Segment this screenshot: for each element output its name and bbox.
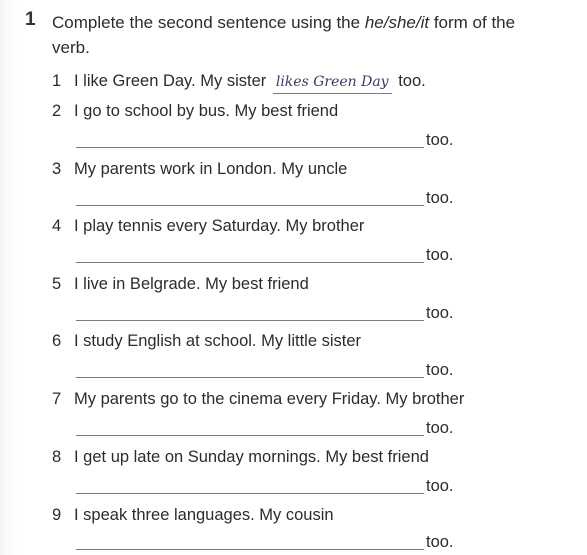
item-prompt: My parents go to the cinema every Friday. My brother xyxy=(74,390,465,408)
item-too: too. xyxy=(426,246,454,264)
item-too: too. xyxy=(426,477,454,495)
exercise-item xyxy=(52,446,552,468)
exercise-item xyxy=(52,273,552,295)
exercise-item xyxy=(52,158,552,180)
item-number: 1 xyxy=(52,72,62,90)
item-prompt: I get up late on Sunday mornings. My best friend xyxy=(74,448,429,466)
item-prompt: My parents work in London. My uncle xyxy=(74,160,348,178)
item-number: 3 xyxy=(52,160,62,178)
answer-blank[interactable] xyxy=(76,147,424,148)
item-prompt: I speak three languages. My cousin xyxy=(74,506,334,524)
item-prompt: I like Green Day. My sister xyxy=(74,72,267,90)
instruction-text-end: form of the verb. xyxy=(52,13,516,57)
item-too: too. xyxy=(426,533,454,551)
exercise-item xyxy=(52,388,552,410)
item-too: too. xyxy=(426,131,454,149)
exercise-item xyxy=(52,504,552,526)
answer-blank[interactable] xyxy=(76,435,424,436)
answer-blank[interactable] xyxy=(76,205,424,206)
exercise-item xyxy=(52,330,552,352)
item-number: 4 xyxy=(52,217,62,235)
item-prompt: I go to school by bus. My best friend xyxy=(74,102,339,120)
example-item xyxy=(52,70,552,94)
answer-blank[interactable] xyxy=(76,262,424,263)
item-number: 2 xyxy=(52,102,62,120)
item-number: 8 xyxy=(52,448,62,466)
item-number: 5 xyxy=(52,275,62,293)
item-prompt: I live in Belgrade. My best friend xyxy=(74,275,309,293)
answer-blank[interactable] xyxy=(76,549,424,550)
item-too: too. xyxy=(398,72,426,90)
exercise-instruction xyxy=(52,10,552,60)
item-prompt: I play tennis every Saturday. My brother xyxy=(74,217,365,235)
answer-blank[interactable] xyxy=(76,320,424,321)
item-too: too. xyxy=(426,189,454,207)
exercise-item xyxy=(52,100,552,122)
exercise-number: 1 xyxy=(25,9,36,30)
example-answer: likes Green Day xyxy=(273,71,392,94)
item-prompt: I study English at school. My little sister xyxy=(74,332,362,350)
item-too: too. xyxy=(426,304,454,322)
item-number: 9 xyxy=(52,506,62,524)
exercise-item xyxy=(52,215,552,237)
answer-blank[interactable] xyxy=(76,377,424,378)
instruction-text-start: Complete the second sentence using the xyxy=(52,13,365,32)
item-number: 7 xyxy=(52,390,62,408)
instruction-emphasis: he/she/it xyxy=(364,13,430,32)
item-number: 6 xyxy=(52,332,62,350)
item-too: too. xyxy=(426,419,454,437)
answer-blank[interactable] xyxy=(76,493,424,494)
item-too: too. xyxy=(426,361,454,379)
